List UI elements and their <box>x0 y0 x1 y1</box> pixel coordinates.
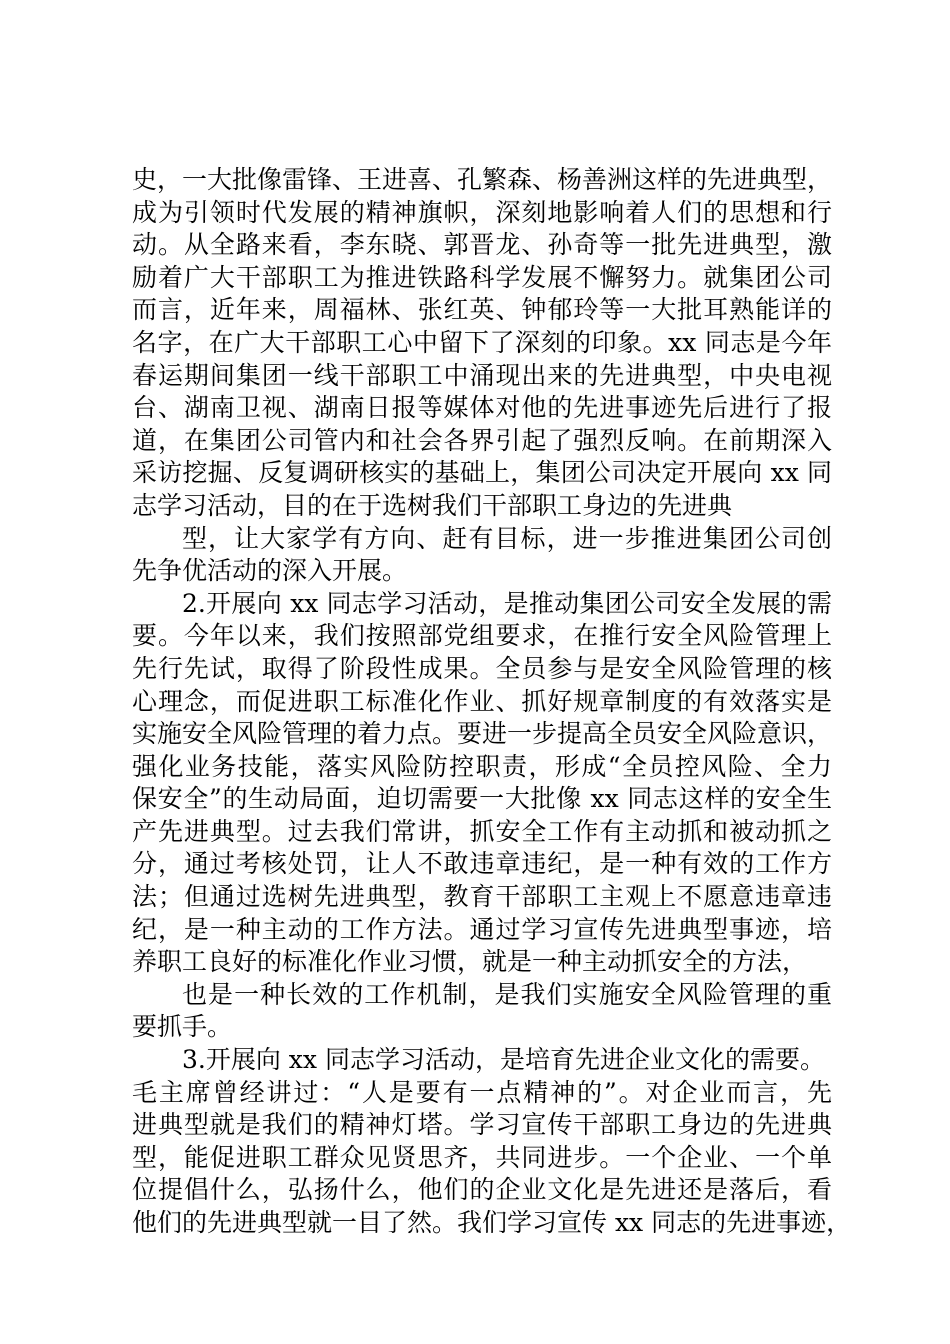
paragraph-2-first-line: 2.开展向 xx 同志学习活动，是推动集团公司安全发展的需 <box>182 588 832 618</box>
text-line: 纪，是一种主动的工作方法。通过学习宣传先进典型事迹，培 <box>132 914 832 944</box>
text-line: 毛主席曾经讲过：“人是要有一点精神的”。对企业而言，先 <box>132 1077 832 1107</box>
text-line: 而言，近年来，周福林、张红英、钟郁玲等一大批耳熟能详的 <box>132 295 832 325</box>
text-line: 台、湖南卫视、湖南日报等媒体对他的先进事迹先后进行了报 <box>132 393 832 423</box>
text-line: 养职工良好的标准化作业习惯，就是一种主动抓安全的方法， <box>132 947 808 977</box>
body-text <box>132 164 852 1240</box>
text-line: 位提倡什么，弘扬什么，他们的企业文化是先进还是落后，看 <box>132 1175 832 1205</box>
text-line: 也是一种长效的工作机制，是我们实施安全风险管理的重 <box>182 979 832 1009</box>
paragraph-3-first-line: 3.开展向 xx 同志学习活动，是培育先进企业文化的需要。 <box>182 1045 825 1075</box>
text-line: 分，通过考核处罚，让人不敢违章违纪，是一种有效的工作方 <box>132 849 832 879</box>
text-line: 采访挖掘、反复调研核实的基础上，集团公司决定开展向 xx 同 <box>132 458 832 488</box>
text-line: 型，能促进职工群众见贤思齐，共同进步。一个企业、一个单 <box>132 1142 832 1172</box>
text-line: 产先进典型。过去我们常讲，抓安全工作有主动抓和被动抓之 <box>132 816 832 846</box>
text-line: 春运期间集团一线干部职工中涌现出来的先进典型，中央电视 <box>132 360 832 390</box>
text-line: 他们的先进典型就一目了然。我们学习宣传 xx 同志的先进事迹， <box>132 1208 852 1237</box>
text-line: 心理念，而促进职工标准化作业、抓好规章制度的有效落实是 <box>132 686 832 716</box>
text-line: 实施安全风险管理的着力点。要进一步提高全员安全风险意识， <box>132 719 833 749</box>
text-line: 进典型就是我们的精神灯塔。学习宣传干部职工身边的先进典 <box>132 1110 832 1140</box>
text-line: 志学习活动，目的在于选树我们干部职工身边的先进典 <box>132 490 733 520</box>
text-line: 先争优活动的深入开展。 <box>132 556 408 586</box>
text-line: 先行先试，取得了阶段性成果。全员参与是安全风险管理的核 <box>132 653 832 683</box>
text-line: 要。今年以来，我们按照部党组要求，在推行安全风险管理上 <box>132 621 832 651</box>
text-line: 法；但通过选树先进典型，教育干部职工主观上不愿意违章违 <box>132 882 832 912</box>
text-line: 励着广大干部职工为推进铁路科学发展不懈努力。就集团公司 <box>132 262 832 292</box>
text-line: 要抓手。 <box>132 1012 233 1042</box>
text-line: 史，一大批像雷锋、王进喜、孔繁森、杨善洲这样的先进典型， <box>132 165 833 194</box>
text-line: 动。从全路来看，李东晓、郭晋龙、孙奇等一批先进典型，激 <box>132 230 832 260</box>
text-line: 保安全”的生动局面，迫切需要一大批像 xx 同志这样的安全生 <box>132 784 832 814</box>
text-line: 强化业务技能，落实风险防控职责，形成“全员控风险、全力 <box>132 751 832 781</box>
text-line: 型，让大家学有方向、赶有目标，进一步推进集团公司创 <box>182 523 832 553</box>
text-line: 成为引领时代发展的精神旗帜，深刻地影响着人们的思想和行 <box>132 197 832 227</box>
text-line: 道，在集团公司管内和社会各界引起了强烈反响。在前期深入 <box>132 425 832 455</box>
text-line: 名字，在广大干部职工心中留下了深刻的印象。xx 同志是今年 <box>132 327 832 357</box>
